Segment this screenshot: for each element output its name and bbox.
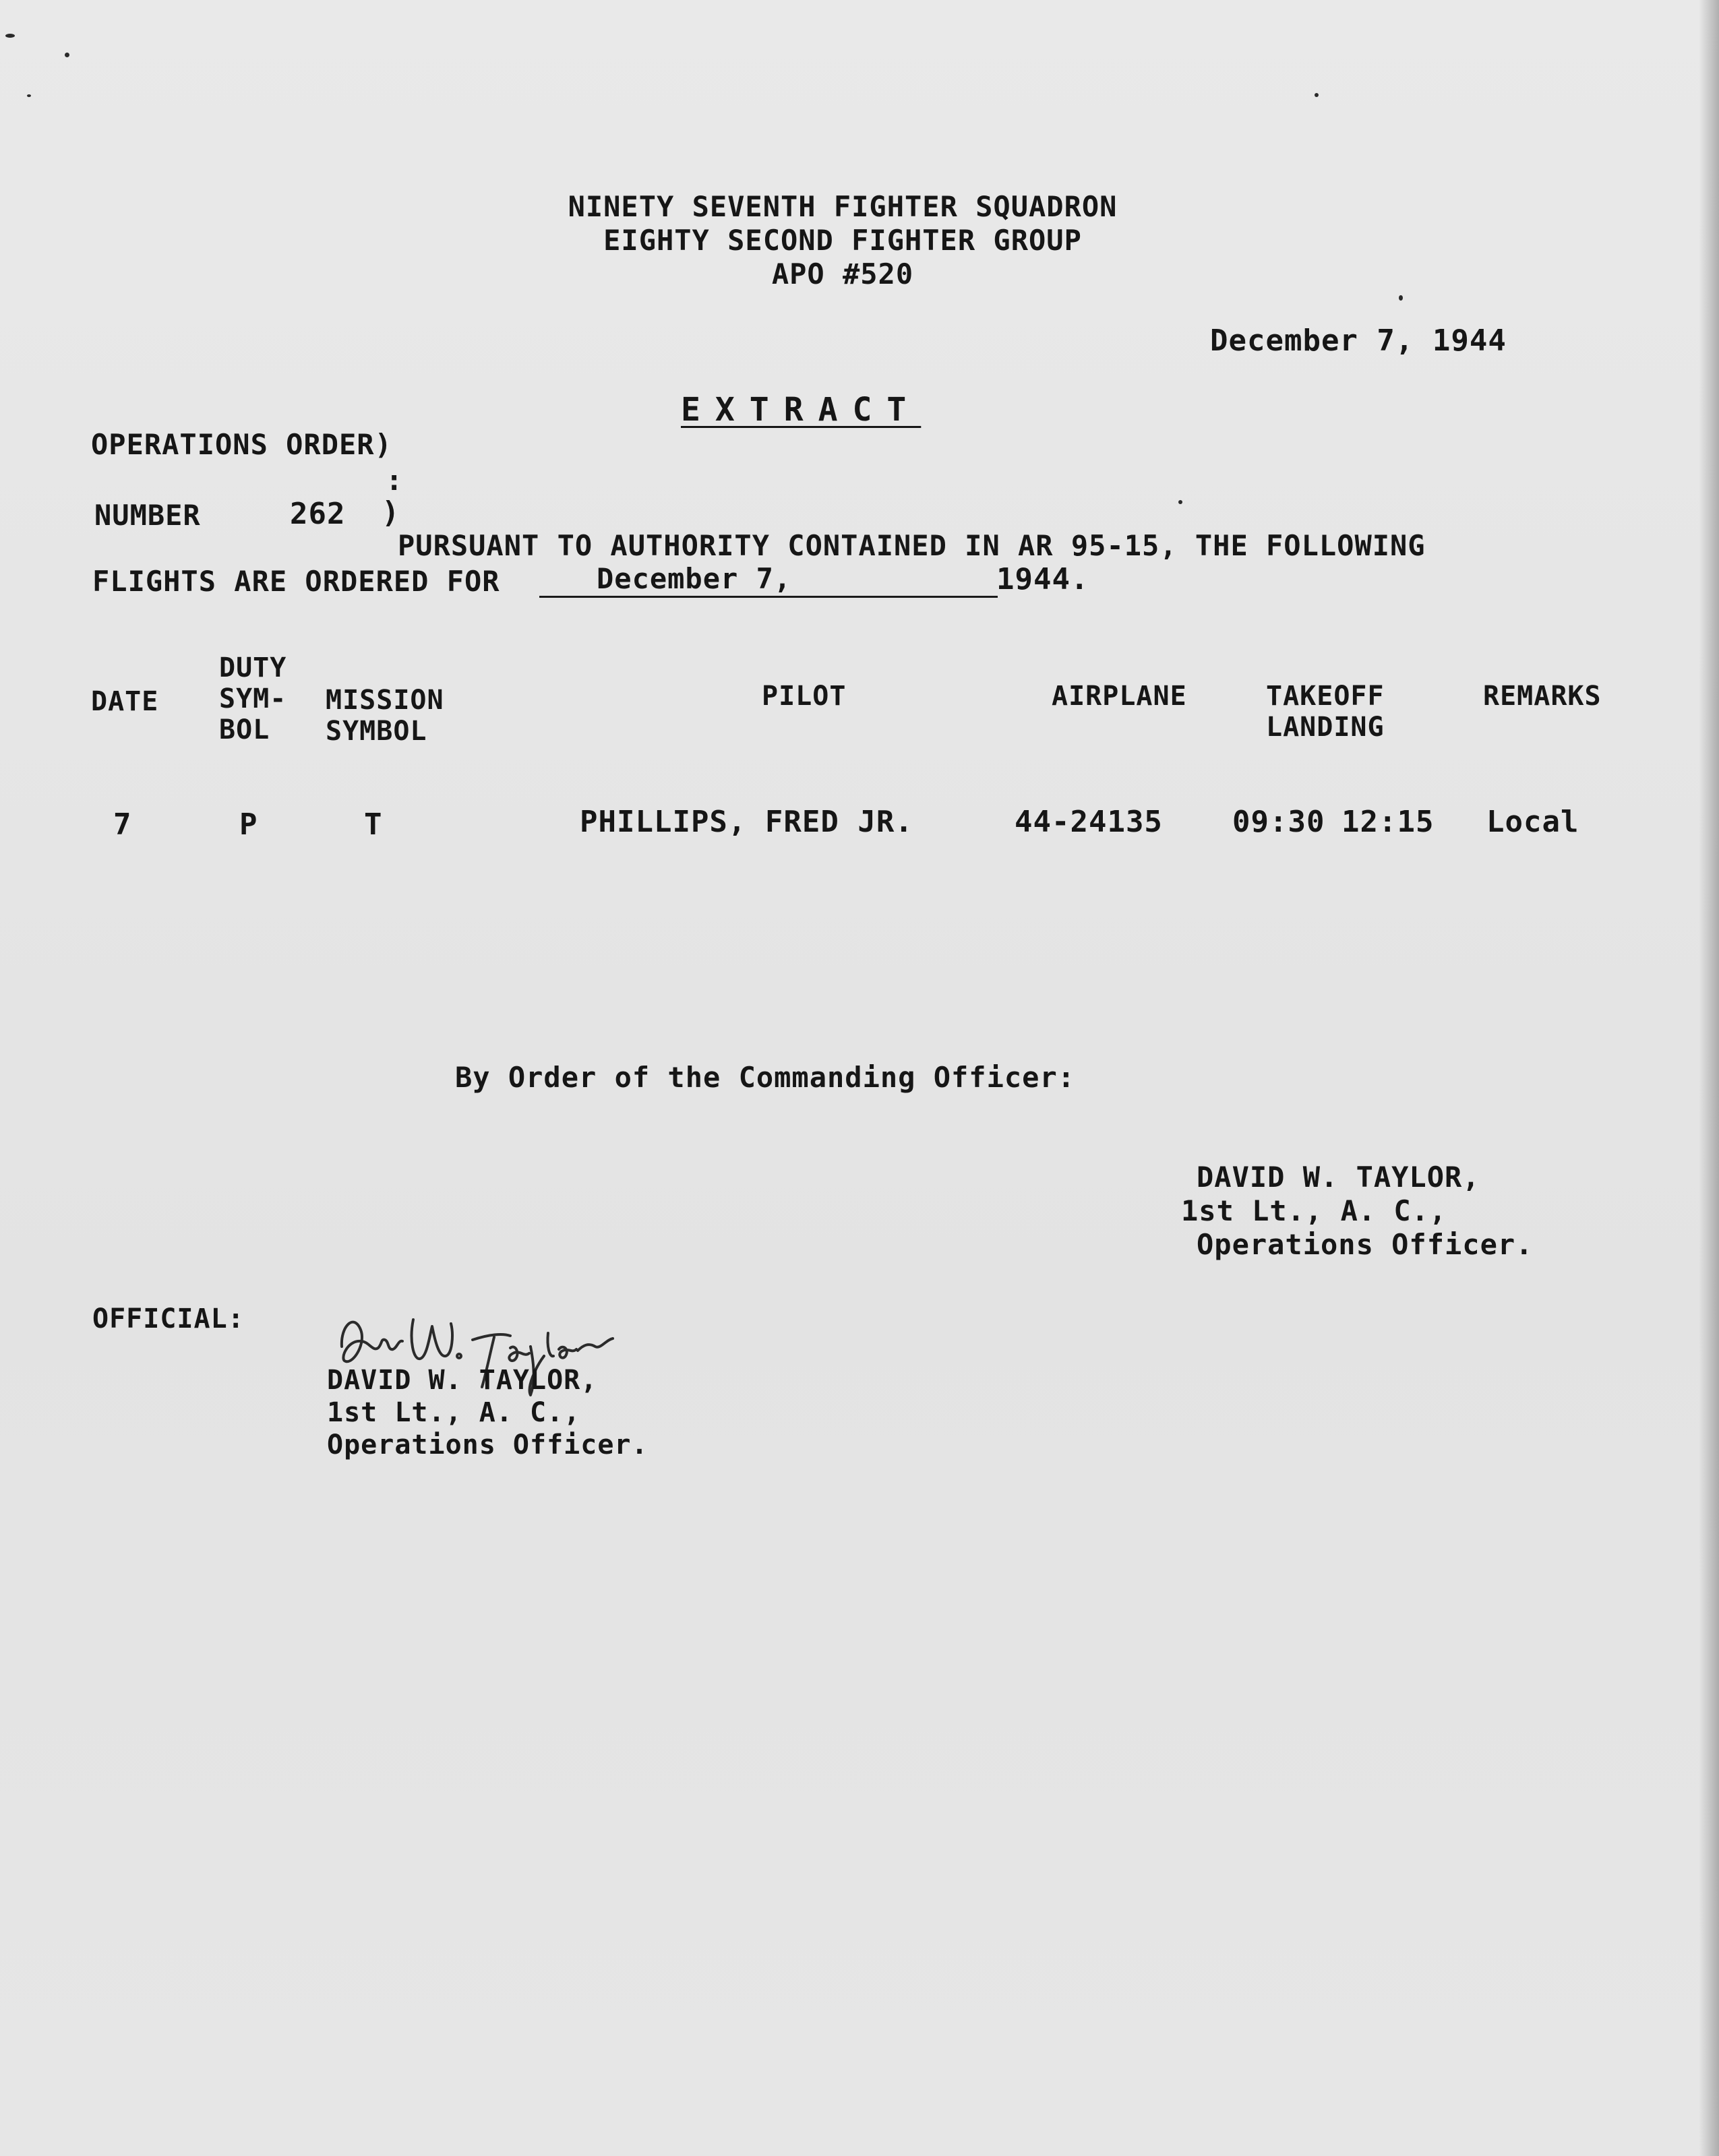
date-blank-line xyxy=(539,596,998,598)
pursuant-line-1: PURSUANT TO AUTHORITY CONTAINED IN AR 95-15, THE FOLLOWING xyxy=(398,529,1426,562)
pursuant-line-2-prefix: FLIGHTS ARE ORDERED FOR xyxy=(92,565,500,598)
col-header-remarks: REMARKS xyxy=(1483,681,1602,712)
col-header-date: DATE xyxy=(91,686,159,717)
order-number-label: NUMBER xyxy=(94,499,201,532)
document-title: EXTRACT xyxy=(681,391,922,429)
col-header-pilot: PILOT xyxy=(762,681,847,712)
stray-mark xyxy=(65,53,69,57)
operations-order-label: OPERATIONS ORDER) xyxy=(91,428,392,461)
col-header-mission-symbol: MISSION SYMBOL xyxy=(326,685,444,747)
stray-mark xyxy=(1178,500,1182,504)
order-paren: ) xyxy=(382,495,400,530)
row-pilot: PHILLIPS, FRED JR. xyxy=(580,805,913,839)
signature-name: DAVID W. TAYLOR, xyxy=(1197,1161,1480,1194)
pursuant-year: 1944. xyxy=(996,562,1089,596)
col-header-duty-symbol: DUTY SYM- BOL xyxy=(219,652,287,745)
row-date: 7 xyxy=(113,807,132,842)
official-label: OFFICIAL: xyxy=(92,1303,245,1334)
row-takeoff: 09:30 xyxy=(1232,805,1325,839)
unit-header-line-2: EIGHTY SECOND FIGHTER GROUP xyxy=(603,224,1082,257)
signature-rank: 1st Lt., A. C., xyxy=(1181,1194,1447,1227)
row-remarks: Local xyxy=(1486,805,1579,839)
stray-mark xyxy=(1399,295,1403,301)
stray-mark xyxy=(5,34,15,38)
unit-header-line-1: NINETY SEVENTH FIGHTER SQUADRON xyxy=(568,190,1118,223)
page-edge-shadow xyxy=(1699,0,1719,2156)
signature-title: Operations Officer. xyxy=(1197,1228,1534,1261)
by-order-line: By Order of the Commanding Officer: xyxy=(455,1061,1076,1094)
row-mission: T xyxy=(364,807,383,842)
document-date: December 7, 1944 xyxy=(1210,324,1507,358)
col-header-airplane: AIRPLANE xyxy=(1052,681,1187,712)
pursuant-date: December 7, xyxy=(597,562,792,595)
official-name: DAVID W. TAYLOR, xyxy=(327,1365,598,1396)
row-duty: P xyxy=(239,807,258,842)
unit-header-line-3: APO #520 xyxy=(771,257,914,290)
order-number-value: 262 xyxy=(290,497,346,531)
col-header-takeoff-landing: TAKEOFF LANDING xyxy=(1266,681,1385,743)
stray-mark xyxy=(27,94,31,97)
row-airplane: 44-24135 xyxy=(1015,805,1163,839)
order-colon: : xyxy=(386,464,404,497)
official-title: Operations Officer. xyxy=(327,1429,649,1460)
stray-mark xyxy=(1315,93,1319,97)
official-rank: 1st Lt., A. C., xyxy=(327,1397,581,1428)
row-landing: 12:15 xyxy=(1341,805,1435,839)
